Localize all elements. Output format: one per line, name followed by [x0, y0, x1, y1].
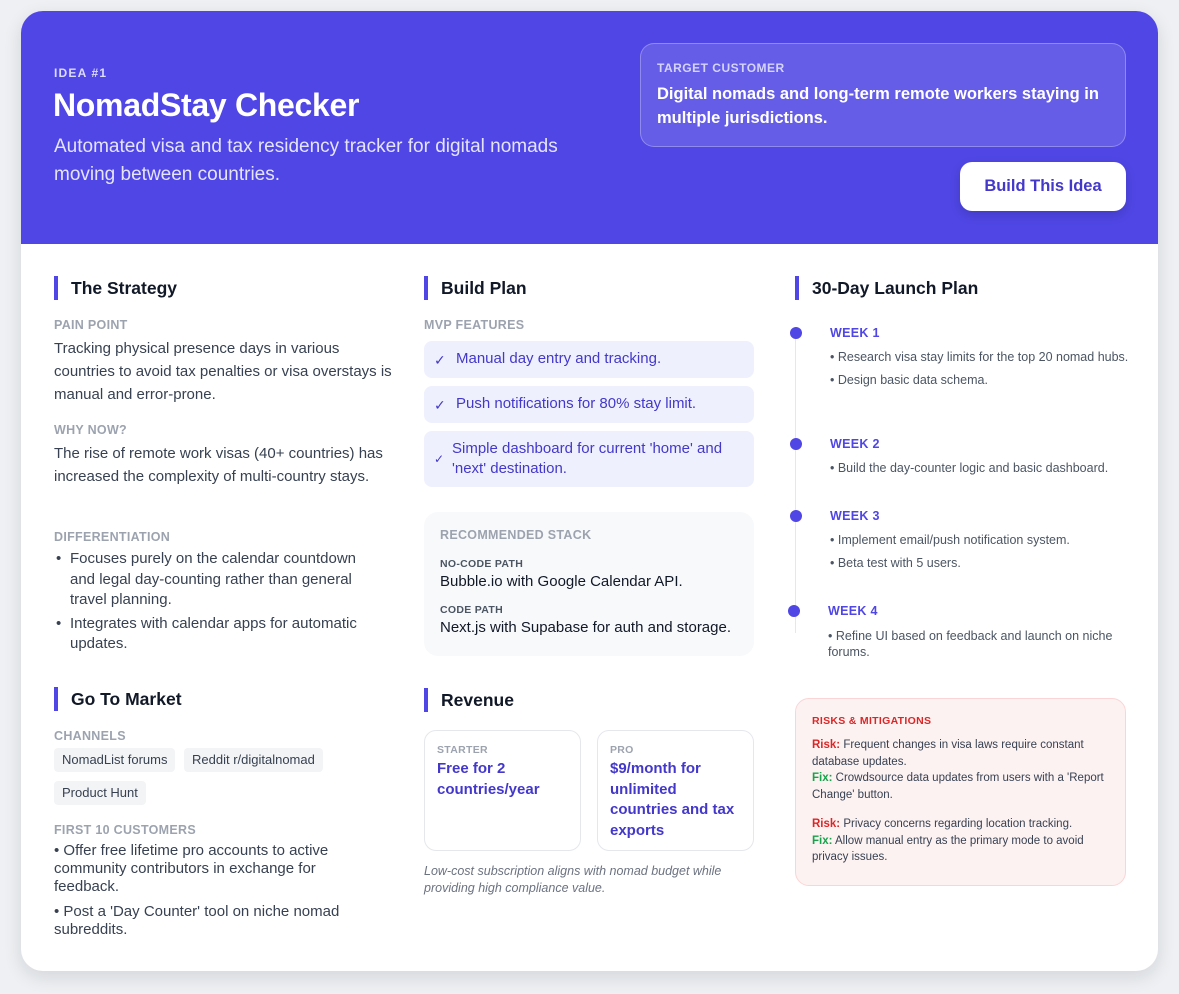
pain-point-text: Tracking physical presence days in various countries to avoid tax penalties or visa overstays is manual and error-prone.	[54, 340, 392, 403]
fix-text: Allow manual entry as the primary mode to avoid privacy issues.	[812, 834, 1084, 863]
first-customers-item: • Offer free lifetime pro accounts to active community contributors in exchange for feedback.	[54, 842, 329, 895]
list-item: • Integrates with calendar apps for automatic updates.	[54, 614, 374, 655]
why-now-label: WHY NOW?	[54, 423, 127, 437]
channel-chip: NomadList forums	[54, 748, 175, 772]
week-item: • Beta test with 5 users.	[830, 556, 961, 570]
target-customer-label: TARGET CUSTOMER	[657, 61, 785, 75]
week-item: • Research visa stay limits for the top 20 nomad hubs.	[830, 350, 1129, 364]
go-to-market-heading: Go To Market	[54, 687, 182, 711]
target-customer-text: Digital nomads and long-term remote workers staying in multiple jurisdictions.	[657, 85, 1099, 127]
week-items	[830, 349, 1130, 395]
week-item: • Build the day-counter logic and basic dashboard.	[830, 461, 1109, 475]
week-label: WEEK 2	[830, 437, 880, 451]
list-item: • Focuses purely on the calendar countdown and legal day-counting rather than general travel planning.	[54, 549, 374, 611]
risk-text: Privacy concerns regarding location tracking.	[843, 818, 1073, 830]
fix-prefix: Fix:	[812, 834, 833, 847]
fix-text: Crowdsource data updates from users with a 'Report Change' button.	[812, 772, 1104, 801]
idea-title: NomadStay Checker	[53, 87, 360, 123]
timeline-line	[795, 333, 796, 633]
build-idea-button[interactable]: Build This Idea	[960, 162, 1126, 211]
code-path-label: CODE PATH	[440, 604, 503, 616]
idea-card	[21, 11, 1158, 971]
check-icon: ✓	[434, 396, 446, 413]
channel-chip: Reddit r/digitalnomad	[184, 748, 323, 772]
week-item: • Design basic data schema.	[830, 373, 988, 387]
risk-prefix: Risk:	[812, 818, 841, 830]
idea-subtitle: Automated visa and tax residency tracker for digital nomads moving between countries.	[54, 136, 558, 185]
feature-item	[424, 386, 754, 423]
pro-plan-card	[597, 730, 754, 851]
week-items	[830, 532, 1130, 578]
week-label: WEEK 1	[830, 326, 880, 340]
strategy-heading: The Strategy	[54, 276, 177, 300]
nocode-path-value: Bubble.io with Google Calendar API.	[440, 573, 683, 590]
week-item: • Implement email/push notification system.	[830, 533, 1070, 547]
feature-text: Simple dashboard for current 'home' and 'next' destination.	[452, 440, 723, 477]
target-customer-box	[640, 43, 1126, 147]
differentiation-list	[54, 549, 374, 658]
week-label: WEEK 3	[830, 509, 880, 523]
risks-label: RISKS & MITIGATIONS	[812, 715, 932, 727]
channel-chip: Product Hunt	[54, 781, 146, 805]
risk-item	[812, 737, 1109, 803]
risk-prefix: Risk:	[812, 739, 841, 751]
feature-item	[424, 341, 754, 378]
starter-plan-label: STARTER	[437, 744, 488, 756]
timeline-dot	[790, 327, 802, 339]
first-customers-label: FIRST 10 CUSTOMERS	[54, 823, 196, 837]
idea-number: IDEA #1	[54, 66, 108, 80]
risk-text: Frequent changes in visa laws require constant database updates.	[812, 739, 1084, 768]
launch-plan-heading: 30-Day Launch Plan	[795, 276, 978, 300]
code-path-value: Next.js with Supabase for auth and storage.	[440, 619, 732, 636]
week-item: • Refine UI based on feedback and launch on niche forums.	[828, 629, 1113, 659]
risk-item	[812, 816, 1109, 866]
revenue-note: Low-cost subscription aligns with nomad budget while providing high compliance value.	[424, 864, 722, 895]
feature-text: Manual day entry and tracking.	[456, 350, 662, 367]
timeline-dot	[790, 438, 802, 450]
week-label: WEEK 4	[828, 604, 878, 618]
recommended-stack-box	[424, 512, 754, 656]
pro-plan-price: $9/month for unlimited countries and tax exports	[610, 760, 735, 839]
build-plan-heading: Build Plan	[424, 276, 527, 300]
stack-label: RECOMMENDED STACK	[440, 528, 592, 542]
week-items	[828, 628, 1133, 667]
feature-text: Push notifications for 80% stay limit.	[456, 395, 697, 412]
check-icon: ✓	[434, 351, 446, 368]
risks-box	[795, 698, 1126, 886]
pro-plan-label: PRO	[610, 744, 634, 756]
channels-label: CHANNELS	[54, 729, 126, 743]
why-now-text: The rise of remote work visas (40+ countries) has increased the complexity of multi-country stays.	[54, 445, 383, 485]
mvp-features-label: MVP FEATURES	[424, 318, 525, 332]
check-icon: ✓	[434, 452, 445, 466]
fix-prefix: Fix:	[812, 772, 833, 784]
starter-plan-price: Free for 2 countries/year	[437, 760, 540, 798]
revenue-heading: Revenue	[424, 688, 514, 712]
timeline-dot	[788, 605, 800, 617]
hero-banner	[21, 11, 1158, 244]
feature-item	[424, 431, 754, 487]
starter-plan-card	[424, 730, 581, 851]
first-customers-item: • Post a 'Day Counter' tool on niche nomad subreddits.	[54, 903, 340, 938]
pain-point-label: PAIN POINT	[54, 318, 128, 332]
differentiation-label: DIFFERENTIATION	[54, 530, 171, 544]
timeline-dot	[790, 510, 802, 522]
nocode-path-label: NO-CODE PATH	[440, 558, 524, 570]
week-items	[830, 460, 1135, 483]
